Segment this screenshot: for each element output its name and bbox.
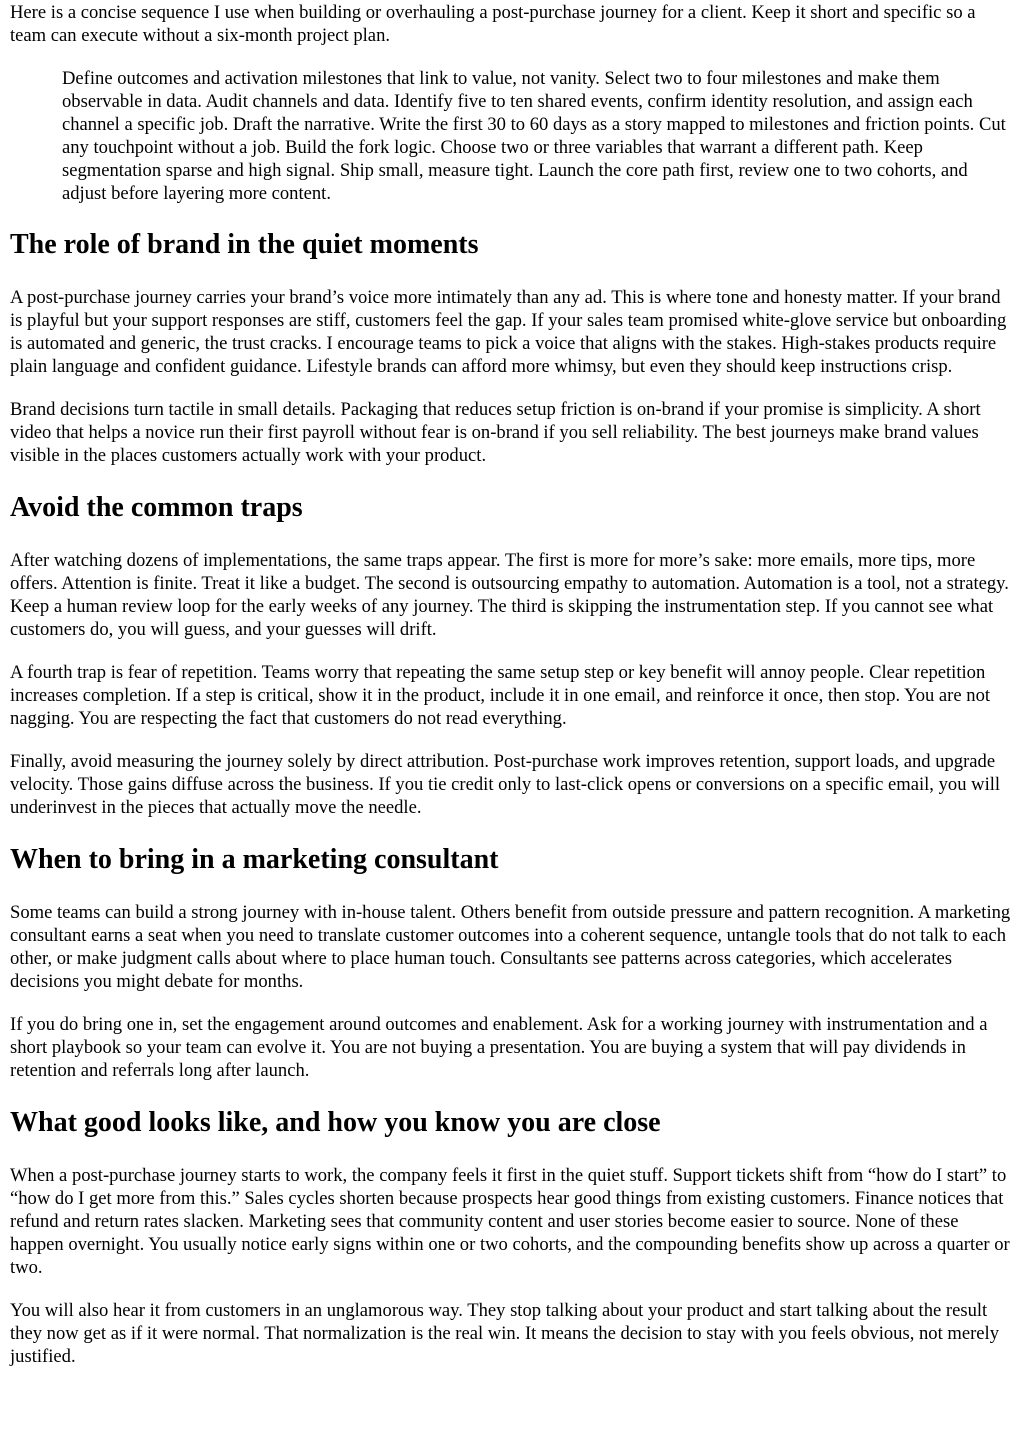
good-paragraph-2: You will also hear it from customers in an unglamorous way. They stop talking about your product and start talking about the result they now get as if it were normal. That normalization is the real win. It means the decision to stay with you feels obvious, not merely justified. bbox=[10, 1300, 1000, 1367]
traps-paragraph-1: After watching dozens of implementations, the same traps appear. The first is more for more’s sake: more emails, more tips, more offers. Attention is finite. Treat it like a budget. The second is outsourcing empathy to automation. Automation is a tool, not a strategy. Keep a human review loop for the early weeks of any journey. The third is skipping the instrumentation step. If you cannot see what customers do, you will guess, and your guesses will drift. bbox=[10, 550, 1009, 640]
brand-paragraph-2: Brand decisions turn tactile in small details. Packaging that reduces setup friction is on-brand if your promise is simplicity. A short video that helps a novice run their first payroll without fear is on-brand if you sell reliability. The best journeys make brand values visible in the places customers actually work with your product. bbox=[10, 399, 981, 466]
traps-paragraph-2: A fourth trap is fear of repetition. Teams worry that repeating the same setup step or key benefit will annoy people. Clear repetition increases completion. If a step is critical, show it in the product, include it in one email, and reinforce it once, then stop. You are not nagging. You are respecting the fact that customers do not read everything. bbox=[10, 662, 991, 729]
consultant-paragraph-2: If you do bring one in, set the engagement around outcomes and enablement. Ask for a working journey with instrumentation and a short playbook so your team can evolve it. You are not buying a presentation. You are buying a system that will pay dividends in retention and referrals long after launch. bbox=[10, 1014, 988, 1081]
traps-paragraph-3: Finally, avoid measuring the journey solely by direct attribution. Post-purchase work improves retention, support loads, and upgrade velocity. Those gains diffuse across the business. If you tie credit only to last-click opens or conversions on a specific email, you will underinvest in the pieces that actually move the needle. bbox=[10, 751, 1001, 818]
steps-blockquote: Define outcomes and activation milestones that link to value, not vanity. Select two to four milestones and make them observable in data. Audit channels and data. Identify five to ten shared events, confirm identity resolution, and assign each channel a specific job. Draft the narrative. Write the first 30 to 60 days as a story mapped to milestones and friction points. Cut any touchpoint without a job. Build the fork logic. Choose two or three variables that warrant a different path. Keep segmentation sparse and high signal. Ship small, measure tight. Launch the core path first, review one to two cohorts, and adjust before layering more content. bbox=[62, 68, 1006, 204]
brand-paragraph-1: A post-purchase journey carries your brand’s voice more intimately than any ad. This is where tone and honesty matter. If your brand is playful but your support responses are stiff, customers feel the gap. If your sales team promised white-glove service but onboarding is automated and generic, the trust cracks. I encourage teams to pick a voice that aligns with the stakes. High-stakes products require plain language and confident guidance. Lifestyle brands can afford more whimsy, but even they should keep instructions crisp. bbox=[10, 287, 1007, 377]
section-heading-traps: Avoid the common traps bbox=[10, 492, 303, 523]
section-heading-brand: The role of brand in the quiet moments bbox=[10, 229, 479, 260]
section-heading-consultant: When to bring in a marketing consultant bbox=[10, 844, 499, 875]
section-heading-good: What good looks like, and how you know you are close bbox=[10, 1107, 661, 1138]
intro-paragraph: Here is a concise sequence I use when building or overhauling a post-purchase journey for a client. Keep it short and specific so a team can execute without a six-month project plan. bbox=[10, 2, 976, 46]
consultant-paragraph-1: Some teams can build a strong journey with in-house talent. Others benefit from outside pressure and pattern recognition. A marketing consultant earns a seat when you need to translate customer outcomes into a coherent sequence, untangle tools that do not talk to each other, or make judgment calls about where to place human touch. Consultants see patterns across categories, which accelerates decisions you might debate for months. bbox=[10, 902, 1011, 992]
good-paragraph-1: When a post-purchase journey starts to work, the company feels it first in the quiet stuff. Support tickets shift from “how do I start” to “how do I get more from this.” Sales cycles shorten because prospects hear good things from existing customers. Finance notices that refund and return rates slacken. Marketing sees that community content and user stories become easier to source. None of these happen overnight. You usually notice early signs within one or two cohorts, and the compounding benefits show up across a quarter or two. bbox=[10, 1165, 1010, 1278]
